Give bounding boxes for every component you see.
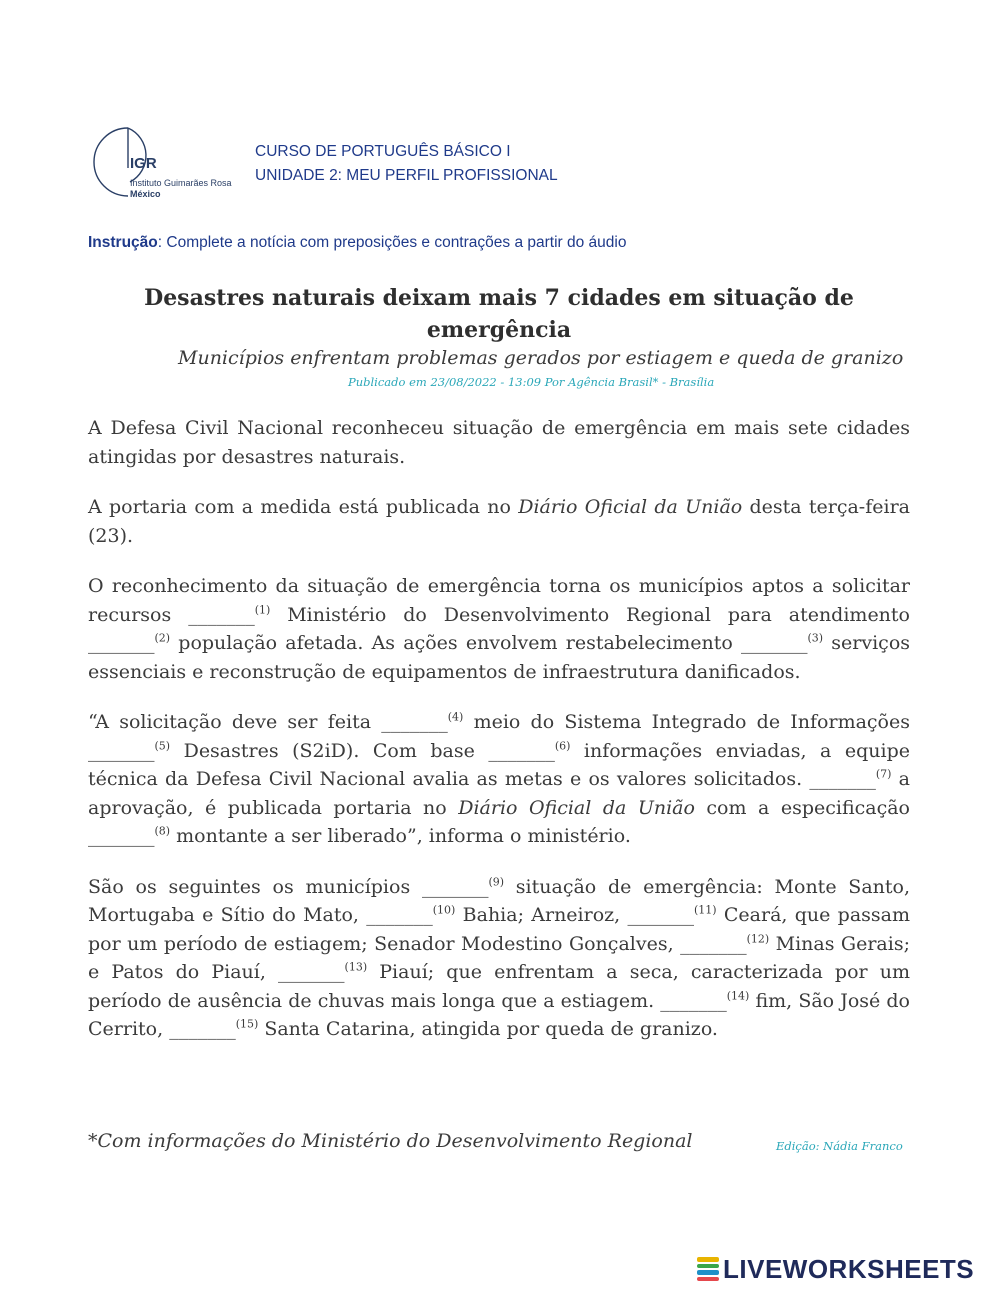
logo-country: México [130,189,161,199]
instruction [88,234,626,252]
blank-15[interactable]: _______ [169,1018,236,1040]
blank-number-6: (6) [554,739,571,753]
blank-number-15: (15) [235,1017,259,1031]
blank-number-2: (2) [154,631,171,645]
blank-3[interactable]: _______ [741,632,808,654]
blank-6[interactable]: _______ [488,739,555,762]
blank-1[interactable]: _______ [188,603,255,626]
blank-10[interactable]: _______ [366,904,433,926]
p3-text: serviços essenciais e reconstrução de equipamentos de infraestrutura danificados. [88,632,911,683]
blank-14[interactable]: _______ [660,989,727,1012]
p5-text: situação de emergência: Monte Santo, Mortugaba e Sítio do Mato, [88,875,910,926]
p2-journal: Diário Oficial da União [518,496,743,518]
p2-text-a: A portaria com a medida está publicada no [88,496,519,518]
course-unit: UNIDADE 2: MEU PERFIL PROFISSIONAL [255,167,558,184]
blank-number-8: (8) [154,824,171,838]
article-body [88,414,910,1066]
p5-text: Ceará, que passam por um período de estiagem; Senador Modestino Gonçalves, [88,904,910,955]
instruction-label: Instrução [88,234,158,251]
p5-text: Minas Gerais; e Patos do Piauí, [88,932,910,983]
blank-12[interactable]: _______ [680,932,747,955]
p4-text: montante a ser liberado”, informa o ministério. [170,825,631,847]
p4-journal: Diário Oficial da União [458,796,695,819]
p5-text: Bahia; Arneiroz, [455,904,628,926]
blank-2[interactable]: _______ [88,632,155,654]
logo-abbr: IGR [130,155,157,172]
blank-number-3: (3) [807,631,824,645]
blank-8[interactable]: _______ [88,825,155,847]
paragraph-1: A Defesa Civil Nacional reconheceu situação de emergência em mais sete cidades atingidas por desastres naturais. [88,417,910,468]
blank-7[interactable]: _______ [809,768,876,790]
badge-stripe [697,1270,719,1275]
paragraph-2 [88,493,910,550]
source-note: *Com informações do Ministério do Desenvolvimento Regional [88,1130,693,1152]
logo-institute: Instituto Guimarães Rosa [130,178,232,188]
p4-text: a aprovação, é publicada portaria no [88,768,910,819]
igr-logo [90,122,250,202]
article-subtitle: Municípios enfrentam problemas gerados por estiagem e queda de granizo [178,347,904,369]
p4-text: Desastres (S2iD). Com base [170,739,489,762]
paragraph-4 [88,708,910,851]
blank-number-5: (5) [154,739,171,753]
blank-number-4: (4) [447,710,464,724]
p4-text: informações enviadas, a equipe técnica da Defesa Civil Nacional avalia as metas e os valores solicitados. [88,739,910,790]
blank-9[interactable]: _______ [421,875,489,898]
instruction-text: : Complete a notícia com preposições e contrações a partir do áudio [157,234,627,251]
liveworksheets-badge-icon [697,1256,719,1282]
paragraph-5 [88,873,910,1044]
p5-text: fim, São José do Cerrito, [88,989,910,1040]
p3-text: Ministério do Desenvolvimento Regional para atendimento [270,603,910,626]
p5-text: Piauí; que enfrentam a seca, caracterizada por um período de ausência de chuvas mais longa que a estiagem. [88,961,910,1012]
blank-5[interactable]: _______ [88,739,155,762]
course-title: CURSO DE PORTUGUÊS BÁSICO I [255,143,511,160]
p2-text-b: desta terça-feira (23). [88,496,910,547]
badge-stripe [697,1257,719,1262]
paragraph-3 [88,572,910,686]
course-header [255,140,558,188]
blank-number-10: (10) [432,903,456,917]
liveworksheets-logo [697,1254,974,1284]
p4-text: meio do Sistema Integrado de Informações [463,711,910,733]
p5-text: São os seguintes os municípios [88,875,422,898]
badge-stripe [697,1277,719,1282]
blank-number-11: (11) [694,903,717,917]
p3-text: população afetada. As ações envolvem restabelecimento [170,632,741,654]
blank-number-7: (7) [875,767,892,781]
blank-11[interactable]: _______ [627,904,694,926]
p4-text: “A solicitação deve ser feita [88,711,382,733]
blank-number-9: (9) [488,875,505,889]
blank-4[interactable]: _______ [381,711,448,733]
p5-text: Santa Catarina, atingida por queda de granizo. [258,1018,718,1040]
blank-number-12: (12) [746,932,770,946]
blank-number-14: (14) [726,989,750,1003]
p3-text: O reconhecimento da situação de emergência torna os municípios aptos a solicitar recursos [88,575,910,626]
blank-number-1: (1) [254,603,271,617]
badge-stripe [697,1264,719,1269]
liveworksheets-wordmark: LIVEWORKSHEETS [723,1253,975,1284]
edition-credit: Edição: Nádia Franco [776,1139,903,1153]
p4-text: com a especificação [694,796,911,819]
article-title: Desastres naturais deixam mais 7 cidades em situação de emergência [144,285,854,343]
blank-13[interactable]: _______ [278,961,345,983]
article-published: Publicado em 23/08/2022 - 13:09 Por Agência Brasil* - Brasília [348,375,715,389]
blank-number-13: (13) [344,960,368,974]
